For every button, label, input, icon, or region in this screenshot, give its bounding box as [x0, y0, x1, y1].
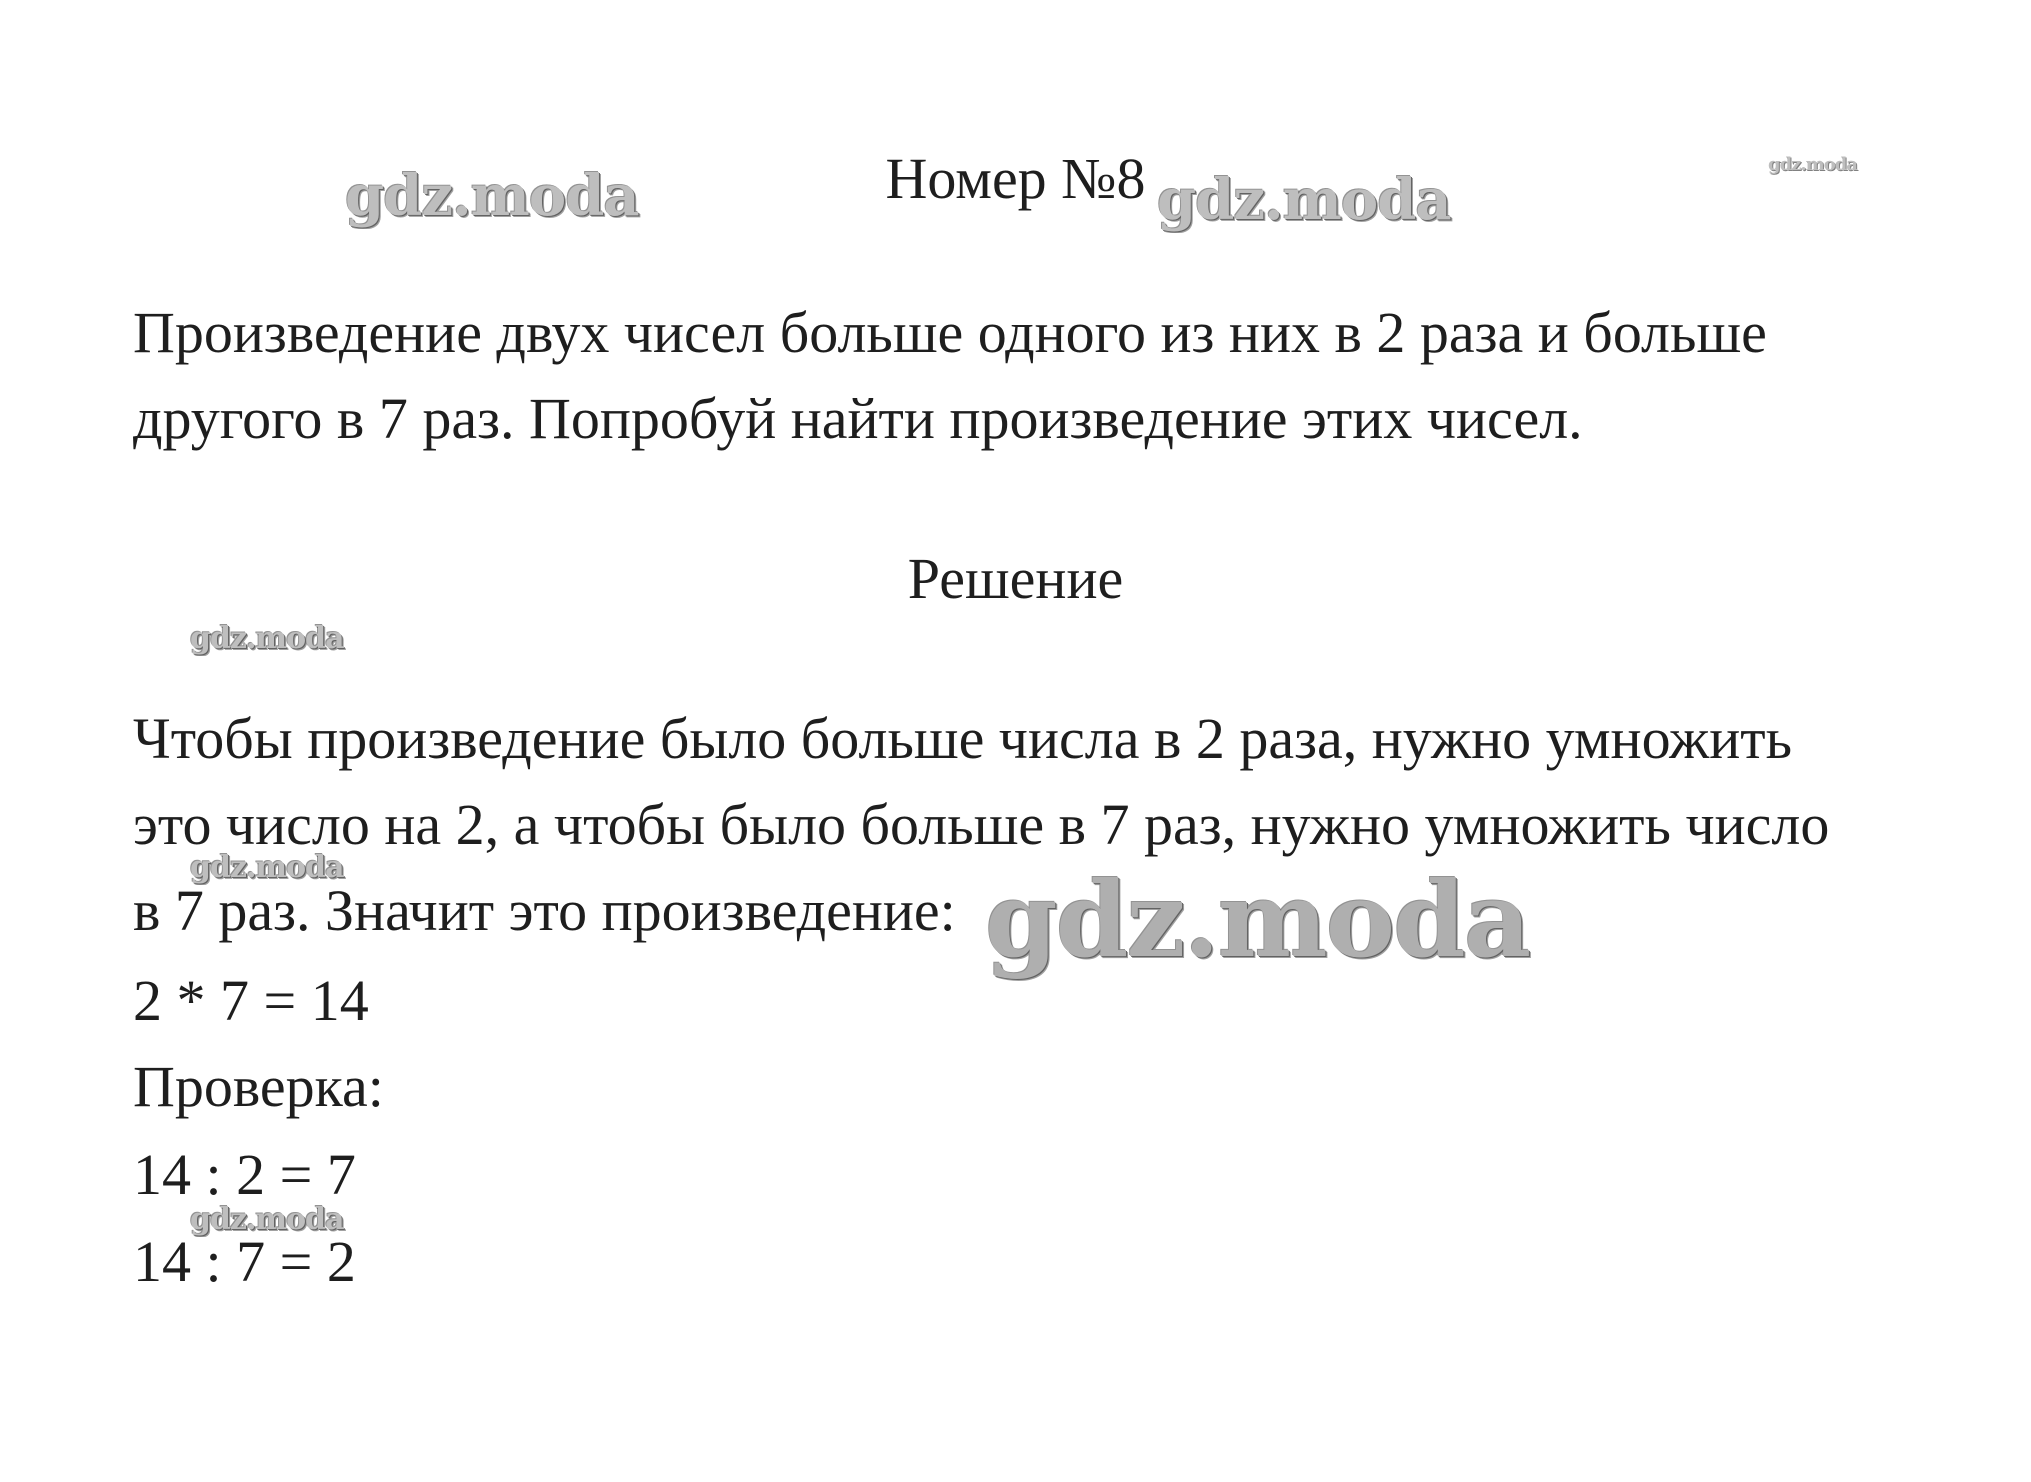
watermark-logo: gdz.moda	[190, 850, 344, 885]
check-equation: 14 : 2 = 7	[133, 1142, 356, 1207]
solution-line: в 7 раз. Значит это произведение:	[133, 878, 956, 943]
watermark-logo: gdz.moda	[1768, 154, 1857, 175]
problem-line: другого в 7 раз. Попробуй найти произведение этих чисел.	[133, 386, 1583, 451]
solution-equation: 2 * 7 = 14	[133, 968, 369, 1033]
solution-line: Чтобы произведение было больше числа в 2 раза, нужно умножить	[133, 706, 1793, 771]
watermark-logo: gdz.moda	[345, 163, 639, 229]
problem-line: Произведение двух чисел больше одного из них в 2 раза и больше	[133, 300, 1767, 365]
problem-statement	[133, 290, 1913, 462]
check-equation: 14 : 7 = 2	[133, 1229, 356, 1294]
page-title: Номер №8	[885, 146, 1146, 211]
solution-line: это число на 2, а чтобы было больше в 7 раз, нужно умножить число	[133, 792, 1830, 857]
watermark-logo: gdz.moda	[190, 1202, 344, 1237]
watermark-logo: gdz.moda	[1157, 167, 1451, 233]
check-label: Проверка:	[133, 1054, 384, 1119]
watermark-logo: gdz.moda	[190, 621, 344, 656]
watermark-logo: gdz.moda	[985, 858, 1530, 981]
solution-heading: Решение	[907, 546, 1124, 611]
